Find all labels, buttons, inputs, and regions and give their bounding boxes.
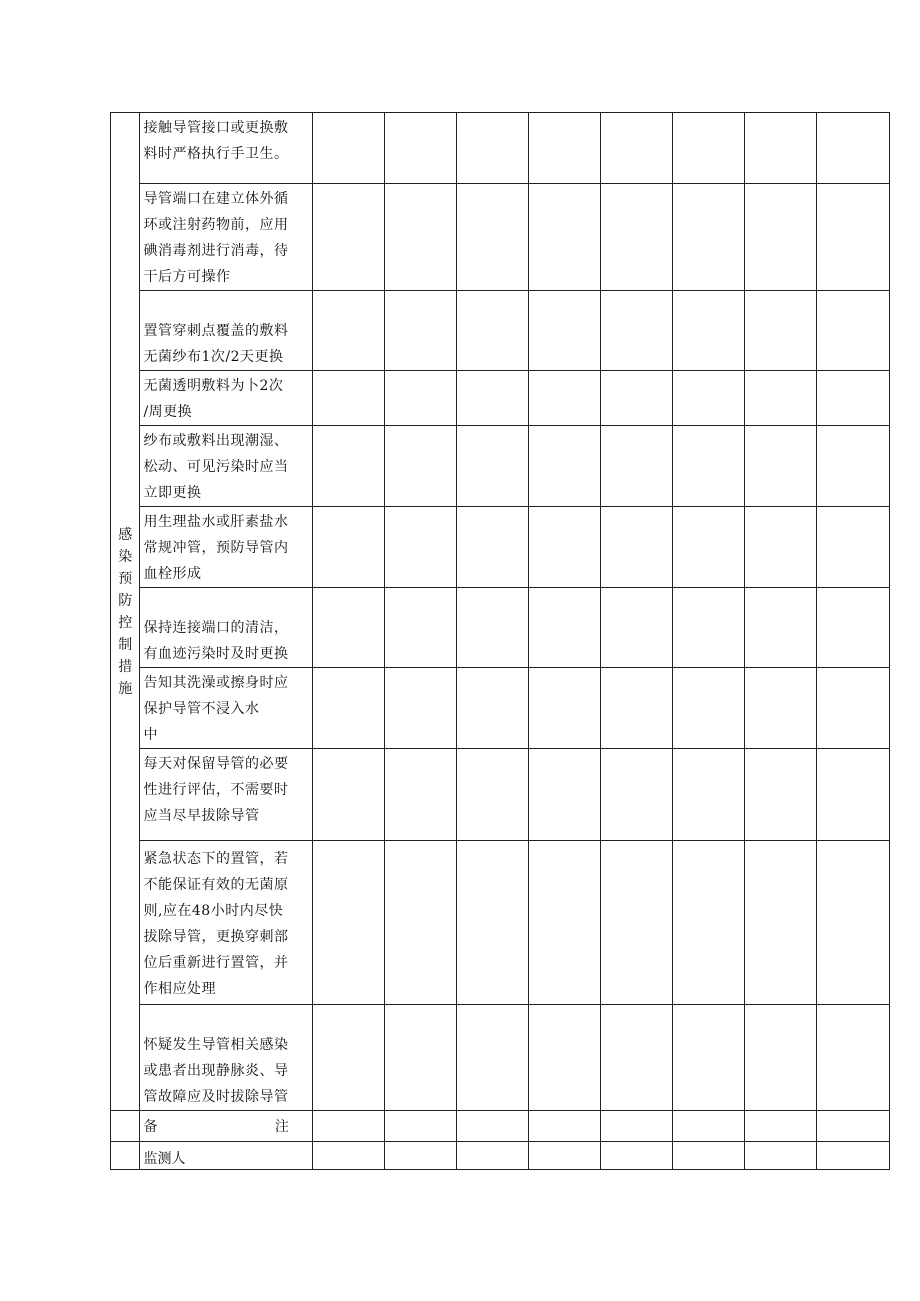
category-char: 感 (118, 526, 133, 543)
monitor-spacer (111, 1142, 140, 1170)
check-cell[interactable] (816, 668, 889, 749)
check-cell[interactable] (384, 841, 456, 1005)
check-cell[interactable] (384, 371, 456, 426)
remarks-row (111, 1111, 890, 1142)
table-row (111, 507, 890, 588)
table-row (111, 113, 890, 184)
check-cell[interactable] (528, 1005, 600, 1111)
check-cell[interactable] (744, 426, 816, 507)
check-cell[interactable] (384, 291, 456, 371)
check-cell[interactable] (816, 507, 889, 588)
check-cell[interactable] (456, 588, 528, 668)
check-cell[interactable] (744, 841, 816, 1005)
check-cell[interactable] (312, 426, 384, 507)
check-cell[interactable] (528, 841, 600, 1005)
check-cell[interactable] (528, 588, 600, 668)
check-cell[interactable] (384, 507, 456, 588)
check-cell[interactable] (528, 507, 600, 588)
remarks-cell[interactable] (312, 1111, 384, 1142)
table-row (111, 588, 890, 668)
check-cell[interactable] (456, 1005, 528, 1111)
monitor-cell[interactable] (672, 1142, 744, 1170)
check-cell[interactable] (672, 113, 744, 184)
table-row (111, 291, 890, 371)
check-cell[interactable] (816, 749, 889, 841)
check-cell[interactable] (384, 426, 456, 507)
checklist-item: 紧急状态下的置管，若 不能保证有效的无菌原 则,应在48小时内尽快 拔除导管，更换穿刺部 位后重新进行置管，并 作相应处理 (140, 841, 312, 1005)
remarks-cell[interactable] (600, 1111, 672, 1142)
check-cell[interactable] (744, 184, 816, 291)
check-cell[interactable] (744, 291, 816, 371)
monitor-cell[interactable] (744, 1142, 816, 1170)
remarks-label-left: 备 (143, 1119, 158, 1135)
check-cell[interactable] (312, 184, 384, 291)
check-cell[interactable] (528, 749, 600, 841)
check-cell[interactable] (600, 668, 672, 749)
check-cell[interactable] (456, 749, 528, 841)
checklist-item: 每天对保留导管的必要 性进行评估，不需要时 应当尽早拔除导管 (140, 749, 312, 841)
check-cell[interactable] (600, 841, 672, 1005)
remarks-cell[interactable] (528, 1111, 600, 1142)
monitor-cell[interactable] (816, 1142, 889, 1170)
check-cell[interactable] (672, 1005, 744, 1111)
category-char: 施 (118, 680, 133, 697)
check-cell[interactable] (816, 184, 889, 291)
check-cell[interactable] (672, 588, 744, 668)
check-cell[interactable] (528, 113, 600, 184)
check-cell[interactable] (672, 507, 744, 588)
check-cell[interactable] (744, 1005, 816, 1111)
checklist-item: 置管穿刺点覆盖的敷料 无菌纱布1次/2天更换 (140, 291, 312, 371)
check-cell[interactable] (672, 426, 744, 507)
check-cell[interactable] (672, 291, 744, 371)
check-cell[interactable] (600, 749, 672, 841)
check-cell[interactable] (672, 749, 744, 841)
remarks-cell[interactable] (384, 1111, 456, 1142)
check-cell[interactable] (600, 184, 672, 291)
infection-control-checklist (110, 112, 890, 1170)
remarks-cell[interactable] (744, 1111, 816, 1142)
checklist-item: 怀疑发生导管相关感染 或患者出现静脉炎、导 管故障应及时拔除导管 (140, 1005, 312, 1111)
check-cell[interactable] (456, 841, 528, 1005)
check-cell[interactable] (312, 588, 384, 668)
table-row (111, 426, 890, 507)
remarks-label (140, 1111, 312, 1142)
check-cell[interactable] (528, 184, 600, 291)
check-cell[interactable] (312, 668, 384, 749)
check-cell[interactable] (672, 668, 744, 749)
table-row (111, 668, 890, 749)
check-cell[interactable] (312, 291, 384, 371)
check-cell[interactable] (384, 588, 456, 668)
check-cell[interactable] (744, 371, 816, 426)
checklist-item: 导管端口在建立体外循 环或注射药物前，应用 碘消毒剂进行消毒，待 干后方可操作 (140, 184, 312, 291)
monitor-cell[interactable] (456, 1142, 528, 1170)
check-cell[interactable] (600, 113, 672, 184)
check-cell[interactable] (384, 113, 456, 184)
monitor-row (111, 1142, 890, 1170)
table-row (111, 749, 890, 841)
checklist-table (110, 112, 890, 1170)
check-cell[interactable] (600, 1005, 672, 1111)
check-cell[interactable] (312, 1005, 384, 1111)
check-cell[interactable] (672, 184, 744, 291)
check-cell[interactable] (312, 371, 384, 426)
check-cell[interactable] (816, 371, 889, 426)
table-row (111, 1005, 890, 1111)
category-char: 预 (118, 570, 133, 587)
check-cell[interactable] (384, 749, 456, 841)
checklist-item: 接触导管接口或更换敷 料时严格执行手卫生。 (140, 113, 312, 184)
monitor-cell[interactable] (600, 1142, 672, 1170)
check-cell[interactable] (384, 184, 456, 291)
check-cell[interactable] (744, 507, 816, 588)
check-cell[interactable] (384, 668, 456, 749)
checklist-item: 保持连接端口的清洁， 有血迹污染时及时更换 (140, 588, 312, 668)
check-cell[interactable] (600, 507, 672, 588)
check-cell[interactable] (528, 426, 600, 507)
monitor-cell[interactable] (384, 1142, 456, 1170)
check-cell[interactable] (744, 113, 816, 184)
remarks-spacer (111, 1111, 140, 1142)
category-char: 防 (118, 592, 133, 609)
category-char: 控 (118, 614, 133, 631)
check-cell[interactable] (600, 291, 672, 371)
check-cell[interactable] (600, 588, 672, 668)
table-row (111, 371, 890, 426)
check-cell[interactable] (672, 841, 744, 1005)
check-cell[interactable] (744, 749, 816, 841)
check-cell[interactable] (744, 588, 816, 668)
check-cell[interactable] (600, 371, 672, 426)
check-cell[interactable] (672, 371, 744, 426)
checklist-item: 告知其洗澡或擦身时应 保护导管不浸入水 中 (140, 668, 312, 749)
check-cell[interactable] (312, 113, 384, 184)
check-cell[interactable] (816, 841, 889, 1005)
monitor-cell[interactable] (528, 1142, 600, 1170)
monitor-cell[interactable] (312, 1142, 384, 1170)
check-cell[interactable] (528, 291, 600, 371)
check-cell[interactable] (816, 1005, 889, 1111)
check-cell[interactable] (456, 507, 528, 588)
table-row (111, 184, 890, 291)
check-cell[interactable] (816, 426, 889, 507)
table-row (111, 841, 890, 1005)
checklist-item: 无菌透明敷料为卜2次 /周更换 (140, 371, 312, 426)
remarks-label-right: 注 (274, 1119, 289, 1135)
check-cell[interactable] (816, 113, 889, 184)
category-char: 制 (118, 636, 133, 653)
check-cell[interactable] (744, 668, 816, 749)
check-cell[interactable] (600, 426, 672, 507)
check-cell[interactable] (456, 371, 528, 426)
category-char: 染 (118, 548, 133, 565)
check-cell[interactable] (528, 668, 600, 749)
check-cell[interactable] (312, 841, 384, 1005)
check-cell[interactable] (456, 291, 528, 371)
category-cell (111, 113, 140, 1111)
checklist-item: 用生理盐水或肝素盐水 常规冲管，预防导管内 血栓形成 (140, 507, 312, 588)
check-cell[interactable] (456, 668, 528, 749)
check-cell[interactable] (384, 1005, 456, 1111)
remarks-cell[interactable] (816, 1111, 889, 1142)
check-cell[interactable] (312, 507, 384, 588)
checklist-item: 纱布或敷料出现潮湿、 松动、可见污染时应当 立即更换 (140, 426, 312, 507)
check-cell[interactable] (456, 426, 528, 507)
monitor-label: 监测人 (140, 1142, 312, 1170)
check-cell[interactable] (528, 371, 600, 426)
check-cell[interactable] (312, 749, 384, 841)
remarks-cell[interactable] (672, 1111, 744, 1142)
check-cell[interactable] (456, 184, 528, 291)
category-char: 措 (118, 658, 133, 675)
check-cell[interactable] (816, 291, 889, 371)
check-cell[interactable] (816, 588, 889, 668)
remarks-cell[interactable] (456, 1111, 528, 1142)
check-cell[interactable] (456, 113, 528, 184)
